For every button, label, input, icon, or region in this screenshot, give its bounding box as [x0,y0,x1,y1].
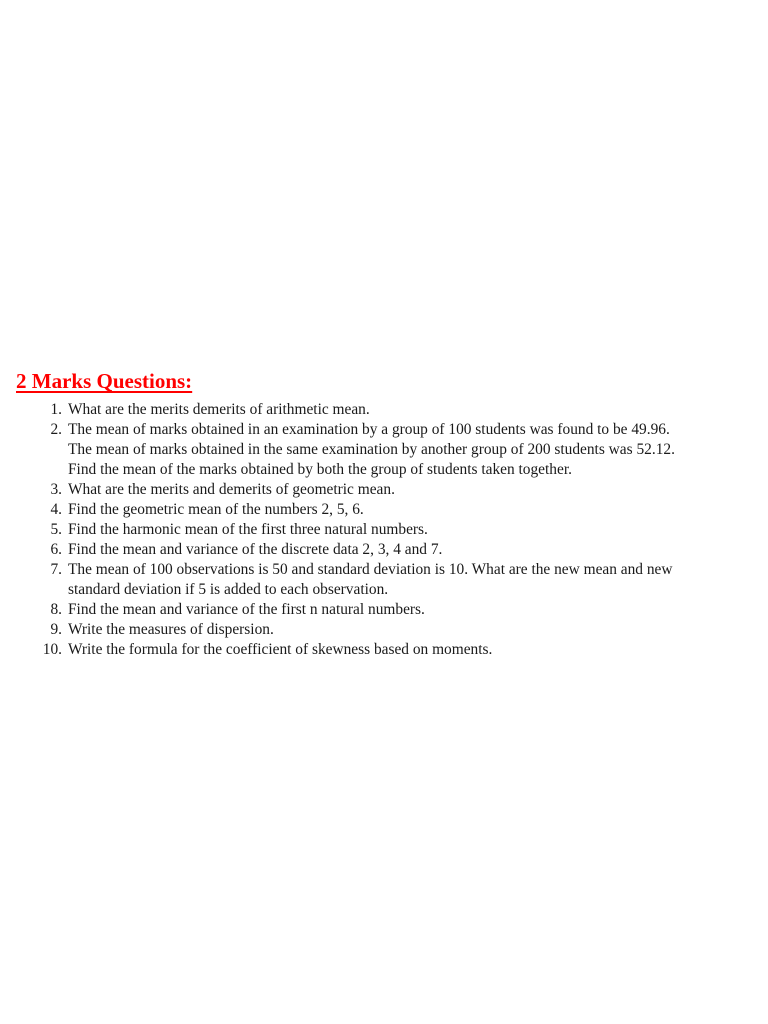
question-number: 4. [50,501,62,518]
question-item [16,560,756,600]
question-number: 6. [50,541,62,558]
questions-section [16,366,756,660]
question-item [16,640,756,660]
question-line: Find the mean of the marks obtained by both the group of students taken together. [68,461,572,478]
question-list [16,400,756,660]
question-item [16,420,756,480]
question-number: 2. [50,421,62,438]
question-line: Find the mean and variance of the discrete data 2, 3, 4 and 7. [68,541,443,558]
question-line: Find the geometric mean of the numbers 2, 5, 6. [68,501,364,518]
question-item [16,480,756,500]
question-line: standard deviation if 5 is added to each observation. [68,581,389,598]
question-line: Find the mean and variance of the first n natural numbers. [68,601,425,618]
question-number: 1. [50,401,62,418]
question-line: What are the merits demerits of arithmetic mean. [68,401,370,418]
question-number: 9. [50,621,62,638]
question-number: 10. [42,641,62,658]
question-line: What are the merits and demerits of geometric mean. [68,481,395,498]
question-number: 8. [50,601,62,618]
question-line: The mean of 100 observations is 50 and standard deviation is 10. What are the new mean and new [68,561,673,578]
question-number: 5. [50,521,62,538]
question-line: The mean of marks obtained in an examination by a group of 100 students was found to be 49.96. [68,421,670,438]
question-number: 7. [50,561,62,578]
question-item [16,600,756,620]
question-item [16,540,756,560]
question-line: The mean of marks obtained in the same examination by another group of 200 students was 52.12. [68,441,675,458]
question-item [16,500,756,520]
question-item [16,400,756,420]
section-heading: 2 Marks Questions: [16,369,193,393]
question-line: Write the measures of dispersion. [68,621,274,638]
question-line: Find the harmonic mean of the first three natural numbers. [68,521,428,538]
question-item [16,520,756,540]
question-number: 3. [50,481,62,498]
question-line: Write the formula for the coefficient of skewness based on moments. [68,641,493,658]
question-item [16,620,756,640]
